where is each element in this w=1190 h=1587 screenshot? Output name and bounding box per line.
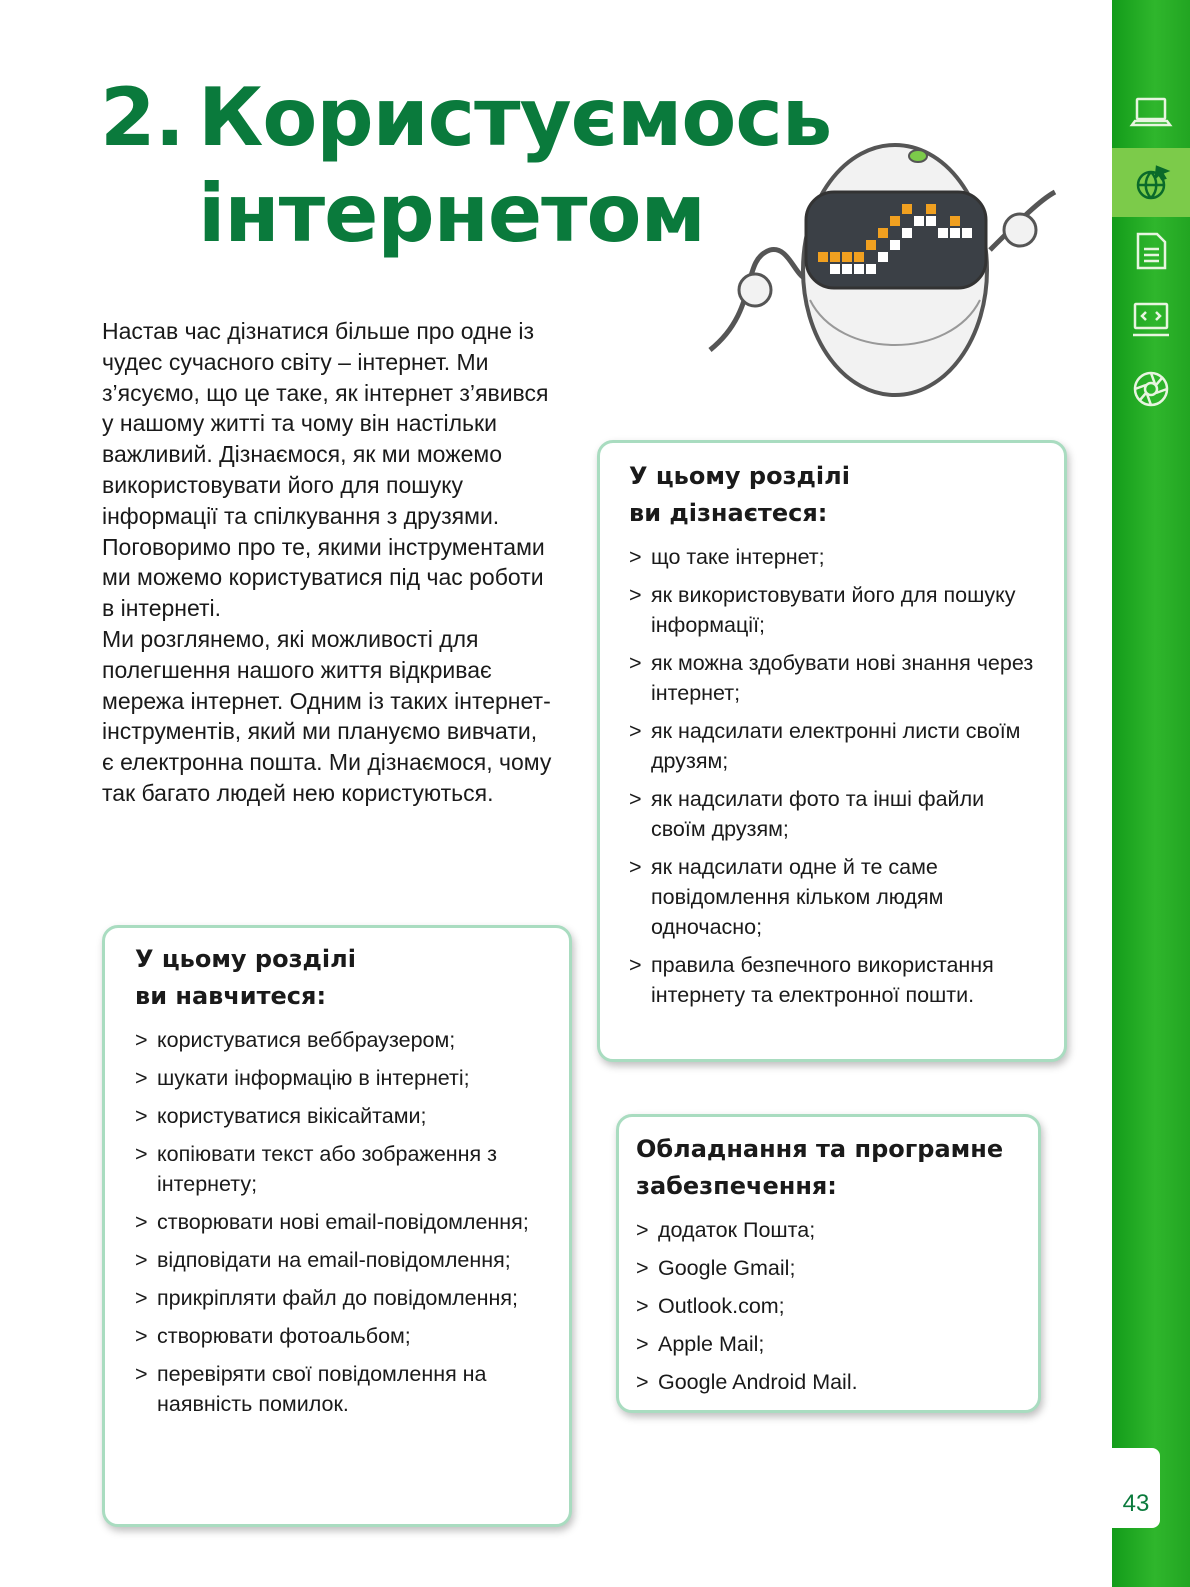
list-item-text: шукати інформацію в інтернеті; [157,1066,470,1090]
bullet-mark: > [135,1104,148,1128]
list-item [629,580,1044,640]
list-item-text: як можна здобувати нові знання через інтернет; [651,651,1034,705]
sidebar-nav-photo[interactable] [1112,354,1190,423]
list-item [629,716,1044,776]
code-monitor-icon [1129,298,1173,342]
bullet-mark: > [636,1218,649,1242]
box-heading-line1: Обладнання та програмне [636,1135,1004,1163]
box-heading-line2: ви дізнаєтеся: [629,499,828,527]
bullet-mark: > [636,1294,649,1318]
list-item [135,1359,549,1419]
bullet-mark: > [135,1210,148,1234]
list-item [629,784,1044,844]
intro-text [102,316,552,809]
list-item [135,1139,549,1199]
list-item-text: користуватися веббраузером; [157,1028,456,1052]
learn-list [135,1025,549,1419]
bullet-mark: > [135,1286,148,1310]
box-heading-line1: У цьому розділі [135,945,356,973]
list-item-text: як надсилати електронні листи своїм друзям; [651,719,1021,773]
list-item-text: як надсилати одне й те саме повідомлення кільком людям одночасно; [651,855,944,939]
know-list [629,542,1044,1010]
bullet-mark: > [636,1256,649,1280]
list-item [629,852,1044,942]
list-item [135,1245,549,1275]
aperture-icon [1129,367,1173,411]
list-item-text: Google Android Mail. [658,1370,858,1394]
list-item [636,1367,1022,1397]
bullet-mark: > [629,953,642,977]
intro-paragraph: Ми розглянемо, які можливості для полегшення нашого життя відкриває мережа інтернет. Одним із таких інтернет-інструментів, який ми плануємо вивчати, є електронна пошта. Ми дізнаємося, чому так багато людей нею користуються. [102,625,552,806]
list-item [135,1063,549,1093]
box-heading [636,1131,1022,1205]
intro-paragraph: Настав час дізнатися більше про одне із чудес сучасного світу – інтернет. Ми з’ясуємо, що це таке, як інтернет з’явився у нашому житті та чому він настільки важливий. Дізнаємося, як ми можемо використовувати його для пошуку інформації та спілкування з друзями. Поговоримо про те, якими інструментами ми можемо користуватися під час роботи в інтернеті. [102,318,549,622]
list-item-text: прикріпляти файл до повідомлення; [157,1286,519,1310]
bullet-mark: > [629,583,642,607]
box-heading [629,458,1044,532]
chapter-title-line2: інтернетом [198,167,705,260]
list-item-text: створювати фотоальбом; [157,1324,411,1348]
software-list [636,1215,1022,1397]
bullet-mark: > [135,1324,148,1348]
list-item-text: Outlook.com; [658,1294,785,1318]
page-number: 43 [1122,1490,1150,1517]
list-item-text: що таке інтернет; [651,545,825,569]
bullet-mark: > [135,1066,148,1090]
bullet-mark: > [636,1370,649,1394]
bullet-mark: > [629,719,642,743]
list-item-text: відповідати на email-повідомлення; [157,1248,511,1272]
bullet-mark: > [135,1142,148,1166]
bullet-mark: > [629,651,642,675]
list-item [135,1025,549,1055]
list-item [629,542,1044,572]
list-item-text: перевіряти свої повідомлення на наявність помилок. [157,1362,487,1416]
box-heading-line2: забезпечення: [636,1172,837,1200]
box-heading-line1: У цьому розділі [629,462,850,490]
list-item [636,1253,1022,1283]
list-item [135,1321,549,1351]
box-heading-line2: ви навчитеся: [135,982,327,1010]
bullet-mark: > [629,855,642,879]
sidebar-nav-document[interactable] [1112,216,1190,285]
list-item [629,648,1044,708]
list-item [135,1283,549,1313]
list-item-text: користуватися вікісайтами; [157,1104,427,1128]
list-item [636,1291,1022,1321]
bullet-mark: > [636,1332,649,1356]
bullet-mark: > [135,1248,148,1272]
list-item-text: Google Gmail; [658,1256,796,1280]
bullet-mark: > [629,787,642,811]
document-icon [1129,229,1173,273]
you-will-learn-box [102,925,572,1527]
you-will-know-box [597,440,1067,1062]
list-item [135,1207,549,1237]
chapter-title-line1: Користуємось [198,71,832,164]
list-item-text: додаток Пошта; [658,1218,816,1242]
list-item [636,1329,1022,1359]
list-item [629,950,1044,1010]
bullet-mark: > [629,545,642,569]
list-item-text: як надсилати фото та інші файли своїм друзям; [651,787,985,841]
list-item [636,1215,1022,1245]
box-heading [135,941,549,1015]
sidebar-nav-internet[interactable] [1112,148,1190,217]
robot-mouse-illustration [700,130,1080,400]
list-item-text: як використовувати його для пошуку інформації; [651,583,1016,637]
list-item-text: Apple Mail; [658,1332,765,1356]
list-item-text: правила безпечного використання інтернету та електронної пошти. [651,953,994,1007]
software-box [616,1114,1041,1413]
bullet-mark: > [135,1362,148,1386]
sidebar-nav-code[interactable] [1112,285,1190,354]
globe-cursor-icon [1129,161,1173,205]
list-item [135,1101,549,1131]
bullet-mark: > [135,1028,148,1052]
sidebar-nav-laptop[interactable] [1112,78,1190,147]
laptop-icon [1129,91,1173,135]
list-item-text: копіювати текст або зображення з інтернету; [157,1142,497,1196]
list-item-text: створювати нові email-повідомлення; [157,1210,529,1234]
chapter-number: 2. [100,71,185,164]
